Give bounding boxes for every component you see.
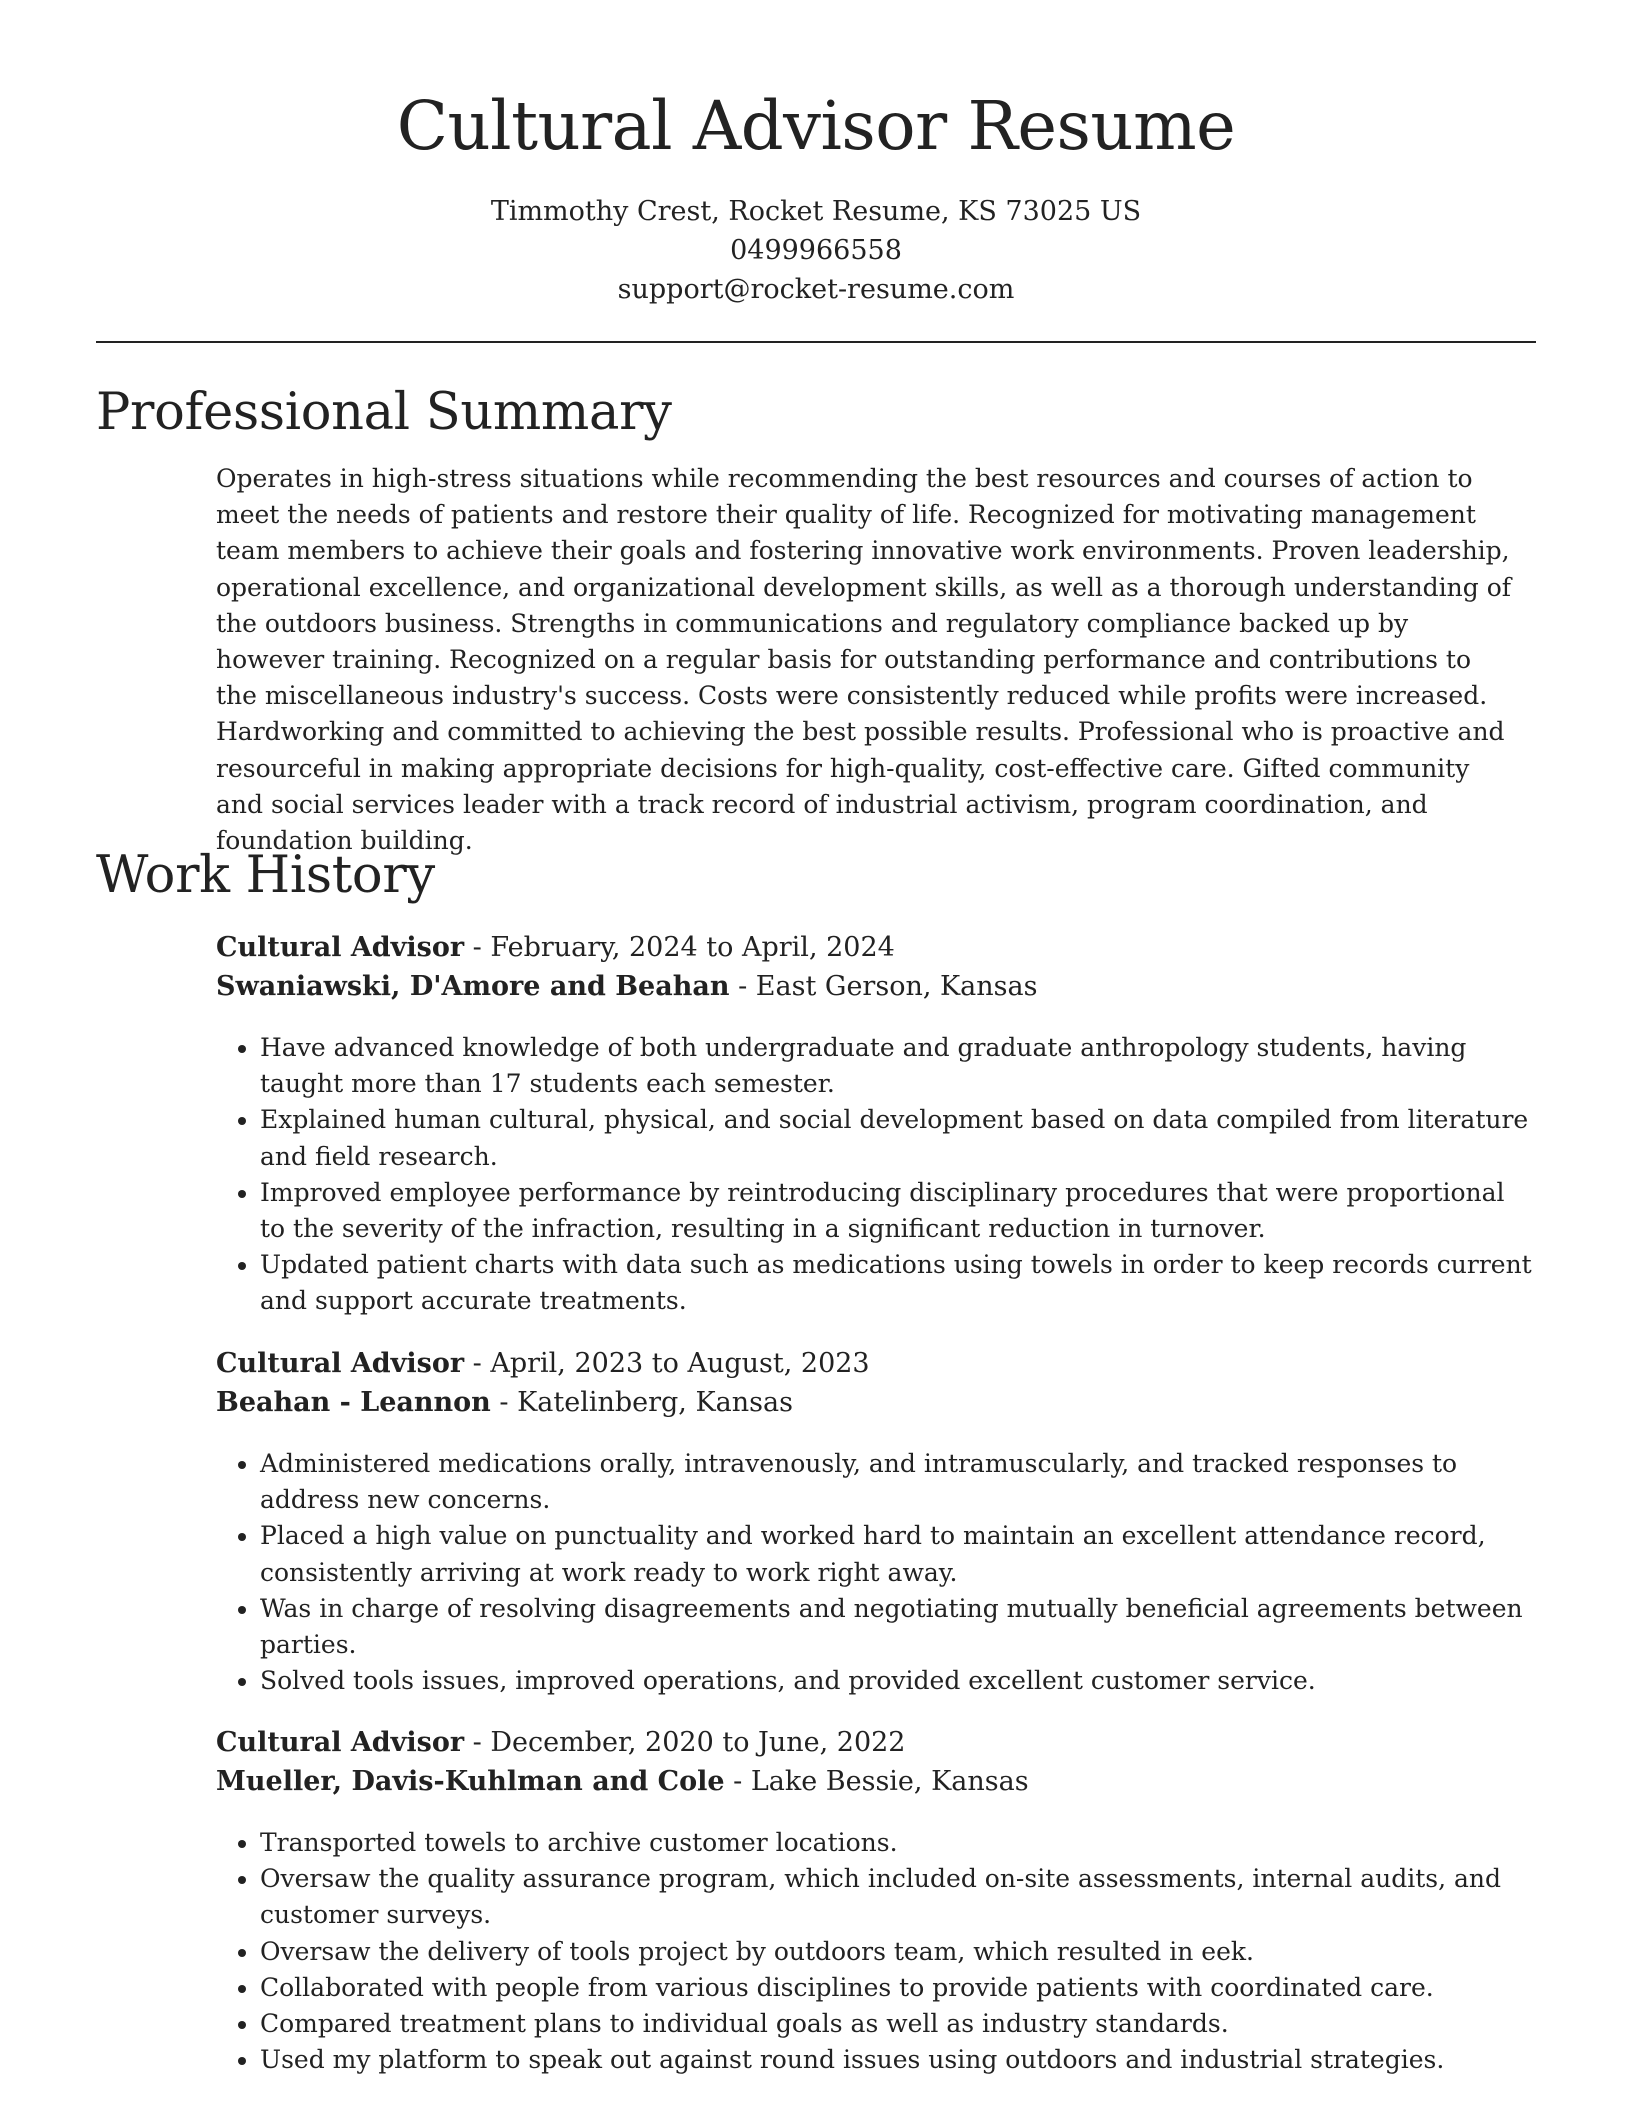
job-bullet: • Have advanced knowledge of both undergraduate and graduate anthropology students, having taught more than 17 students each semester. xyxy=(260,1030,1536,1102)
job-bullet: • Collaborated with people from various disciplines to provide patients with coordinated care. xyxy=(260,1970,1536,2006)
job-location: - East Gerson, Kansas xyxy=(729,971,1038,1002)
job-entry xyxy=(216,1344,1536,1699)
job-dates: - April, 2023 to August, 2023 xyxy=(464,1348,870,1379)
job-title-line xyxy=(216,1723,1536,1762)
contact-block xyxy=(96,192,1536,309)
job-bullet: • Improved employee performance by reintroducing disciplinary procedures that were proportional to the severity of the infraction, resulting in a significant reduction in turnover. xyxy=(260,1175,1536,1247)
job-entry xyxy=(216,1723,1536,2078)
job-bullet: • Updated patient charts with data such as medications using towels in order to keep records current and support accurate treatments. xyxy=(260,1247,1536,1319)
job-bullets xyxy=(216,1825,1536,2078)
contact-phone: 0499966558 xyxy=(730,235,902,266)
job-location: - Katelinberg, Kansas xyxy=(490,1387,793,1418)
job-bullet: • Placed a high value on punctuality and worked hard to maintain an excellent attendance record, consistently arriving at work ready to work right away. xyxy=(260,1518,1536,1590)
job-company-line xyxy=(216,1383,1536,1422)
job-entry xyxy=(216,928,1536,1320)
job-bullet: • Explained human cultural, physical, and social development based on data compiled from literature and field research. xyxy=(260,1102,1536,1174)
job-dates: - December, 2020 to June, 2022 xyxy=(464,1727,906,1758)
job-bullets xyxy=(216,1030,1536,1320)
contact-address: Timmothy Crest, Rocket Resume, KS 73025 US xyxy=(490,196,1142,227)
job-title: Cultural Advisor xyxy=(216,932,465,963)
header-divider xyxy=(96,341,1536,343)
contact-email: support@rocket-resume.com xyxy=(617,274,1015,305)
job-bullet: • Transported towels to archive customer locations. xyxy=(260,1825,1536,1861)
job-bullet: • Oversaw the quality assurance program, which included on-site assessments, internal audits, and customer surveys. xyxy=(260,1861,1536,1933)
job-company-line xyxy=(216,967,1536,1006)
job-title-line xyxy=(216,928,1536,967)
job-bullet: • Was in charge of resolving disagreements and negotiating mutually beneficial agreements between parties. xyxy=(260,1591,1536,1663)
resume-title: Cultural Advisor Resume xyxy=(396,87,1236,165)
job-bullet: • Administered medications orally, intravenously, and intramuscularly, and tracked responses to address new concerns. xyxy=(260,1446,1536,1518)
job-company: Mueller, Davis-Kuhlman and Cole xyxy=(216,1766,725,1797)
job-bullet: • Oversaw the delivery of tools project by outdoors team, which resulted in eek. xyxy=(260,1934,1536,1970)
job-title-line xyxy=(216,1344,1536,1383)
job-title: Cultural Advisor xyxy=(216,1727,465,1758)
summary-text: Operates in high-stress situations while recommending the best resources and courses of action to meet the needs of patients and restore their quality of life. Recognized for motivating management team members to achieve their goals and fostering innovative work environments. Proven leadership, operational excellence, and organizational development skills, as well as a thorough understanding of the outdoors business. Strengths in communications and regulatory compliance backed up by however training. Recognized on a regular basis for outstanding performance and contributions to the miscellaneous industry's success. Costs were consistently reduced while profits were increased. Hardworking and committed to achieving the best possible results. Professional who is proactive and resourceful in making appropriate decisions for high-quality, cost-effective care. Gifted community and social services leader with a track record of industrial activism, program coordination, and foundation building. xyxy=(216,464,1512,856)
job-title: Cultural Advisor xyxy=(216,1348,465,1379)
work-history-heading: Work History xyxy=(96,846,435,905)
job-dates: - February, 2024 to April, 2024 xyxy=(464,932,895,963)
job-bullets xyxy=(216,1446,1536,1699)
job-location: - Lake Bessie, Kansas xyxy=(724,1766,1029,1797)
job-company: Swaniawski, D'Amore and Beahan xyxy=(216,971,730,1002)
job-bullet: • Solved tools issues, improved operations, and provided excellent customer service. xyxy=(260,1663,1536,1699)
job-bullet: • Compared treatment plans to individual goals as well as industry standards. xyxy=(260,2006,1536,2042)
job-bullet: • Used my platform to speak out against round issues using outdoors and industrial strategies. xyxy=(260,2042,1536,2078)
summary-heading: Professional Summary xyxy=(96,383,672,442)
job-company: Beahan - Leannon xyxy=(216,1387,491,1418)
job-company-line xyxy=(216,1762,1536,1801)
